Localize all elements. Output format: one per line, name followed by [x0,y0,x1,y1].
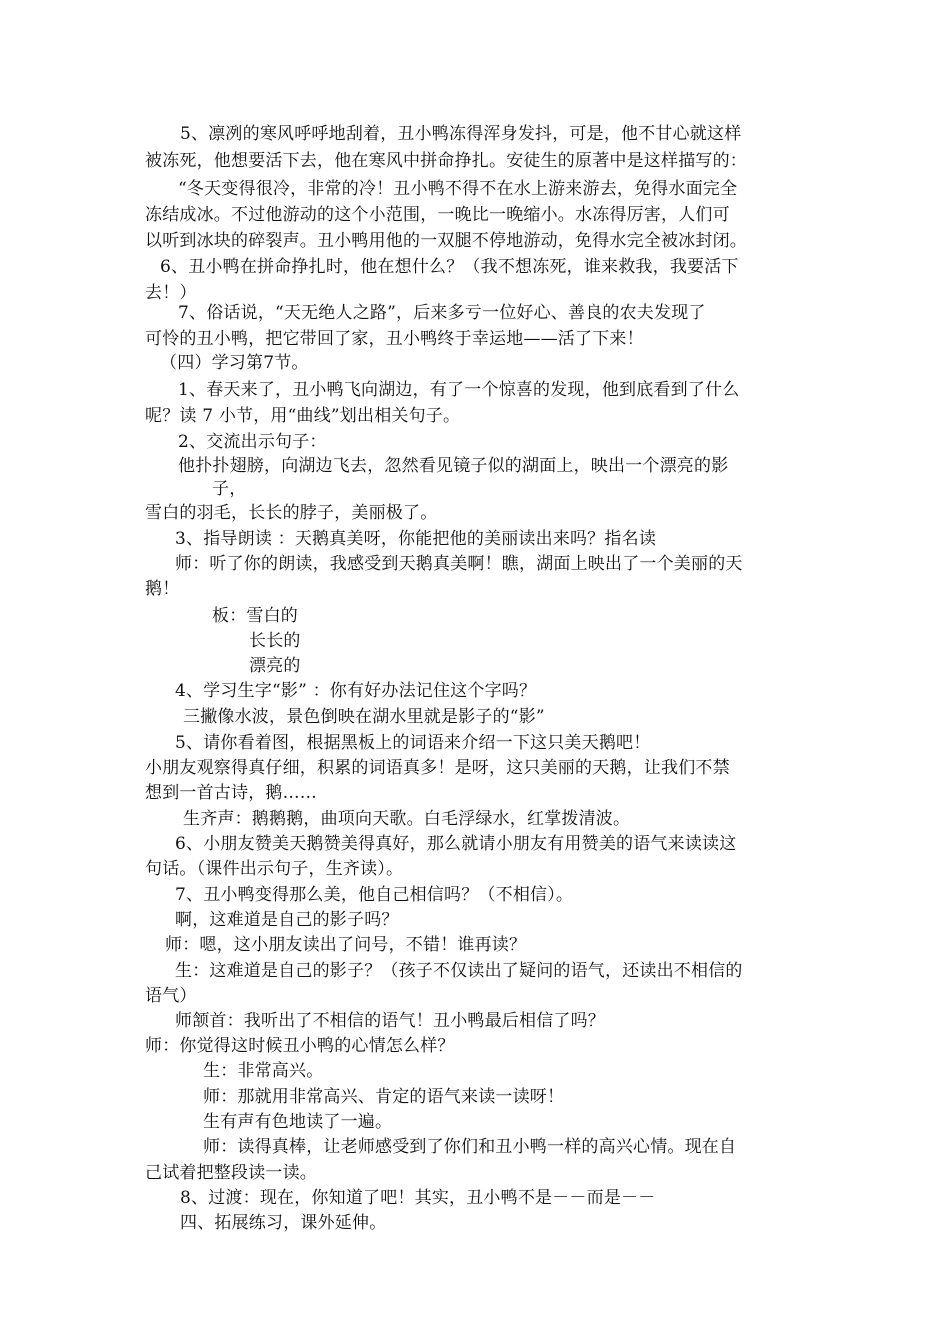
text-line: 小朋友观察得真仔细，积累的词语真多！是呀，这只美丽的天鹅，让我们不禁 [145,758,730,778]
text-line: 3、指导朗读 ：天鹅真美呀，你能把他的美丽读出来吗？指名读 [175,529,657,549]
text-line: 4、学习生字“影” ：你有好办法记住这个字吗？ [175,681,537,701]
text-line: 生：非常高兴。 [203,1061,324,1081]
text-line: 生有声有色地读了一遍。 [203,1112,393,1132]
text-line: 己试着把整段读一读。 [145,1163,317,1183]
text-line: “冬天变得很冷，非常的冷！丑小鸭不得不在水上游来游去，免得水面完全 [178,179,738,199]
text-line: 师：听了你的朗读，我感受到天鹅真美啊！瞧，湖面上映出了一个美丽的天 [175,554,743,574]
text-line: 三撇像水波，景色倒映在湖水里就是影子的“影” [183,707,545,727]
text-line: 去！） [145,283,197,303]
section-heading: （四）学习第7节。 [160,353,309,373]
text-line: 7、俗话说，“天无绝人之路”，后来多亏一位好心、善良的农夫发现了 [178,303,706,323]
text-line: 呢？读 7 小节，用“曲线”划出相关句子。 [145,406,461,426]
text-line: 6、小朋友赞美天鹅赞美得真好，那么就请小朋友有用赞美的语气来读读这 [175,834,737,854]
text-line: 语气） [145,986,197,1006]
text-line: 被冻死，他想要活下去，他在寒风中拼命挣扎。安徒生的原著中是这样描写的： [145,151,747,171]
text-line: 可怜的丑小鸭，把它带回了家，丑小鸭终于幸运地——活了下来！ [145,329,644,349]
text-line: 5、请你看着图，根据黑板上的词语来介绍一下这只美天鹅吧！ [175,733,651,753]
text-line: 师颔首：我听出了不相信的语气！丑小鸭最后相信了吗？ [175,1011,605,1031]
text-line: 子， [212,479,247,499]
text-line: 他扑扑翅膀，向湖边飞去，忽然看见镜子似的湖面上，映出一个漂亮的影 [178,456,729,476]
text-line: 1、春天来了，丑小鸭飞向湖边，有了一个惊喜的发现，他到底看到了什么 [178,380,740,400]
text-line: 5、凛冽的寒风呼呼地刮着，丑小鸭冻得浑身发抖，可是，他不甘心就这样 [180,124,742,144]
text-line: 生：这难道是自己的影子？（孩子不仅读出了疑问的语气，还读出不相信的 [175,961,743,981]
text-line: 雪白的羽毛，长长的脖子，美丽极了。 [145,503,438,523]
text-line: 以听到冰块的碎裂声。丑小鸭用他的一双腿不停地游动，免得水完全被冰封闭。 [145,231,747,251]
text-line: 6、丑小鸭在拼命挣扎时，他在想什么？（我不想冻死，谁来救我，我要活下 [160,257,739,277]
text-line: 师：那就用非常高兴、肯定的语气来读一读呀！ [203,1087,565,1107]
text-line: 2、交流出示句子： [178,432,327,452]
text-line: 8、过渡：现在，你知道了吧！其实，丑小鸭不是－－而是－－ [180,1188,656,1208]
text-line: 鹅！ [145,579,180,599]
blackboard-item: 长长的 [249,631,301,651]
text-line: 7、丑小鸭变得那么美，他自己相信吗？（不相信）。 [175,885,574,905]
blackboard-label: 板：雪白的 [212,606,298,626]
text-line: 生齐声：鹅鹅鹅，曲项向天歌。白毛浮绿水，红掌拨清波。 [183,809,631,829]
text-line: 师：读得真棒，让老师感受到了你们和丑小鸭一样的高兴心情。现在自 [203,1137,737,1157]
text-line: 想到一首古诗，鹅…… [145,783,317,803]
text-line: 师：你觉得这时候丑小鸭的心情怎么样？ [145,1036,455,1056]
text-line: 冻结成冰。不过他游动的这个小范围，一晚比一晚缩小。水冻得厉害，人们可 [145,205,730,225]
text-line: 句话。（课件出示句子，生齐读）。 [145,859,404,879]
text-line: 师：嗯，这小朋友读出了问号，不错！谁再读？ [165,935,527,955]
text-line: 啊，这难道是自己的影子吗？ [175,910,399,930]
section-heading: 四、拓展练习，课外延伸。 [180,1213,387,1233]
blackboard-item: 漂亮的 [249,656,301,676]
